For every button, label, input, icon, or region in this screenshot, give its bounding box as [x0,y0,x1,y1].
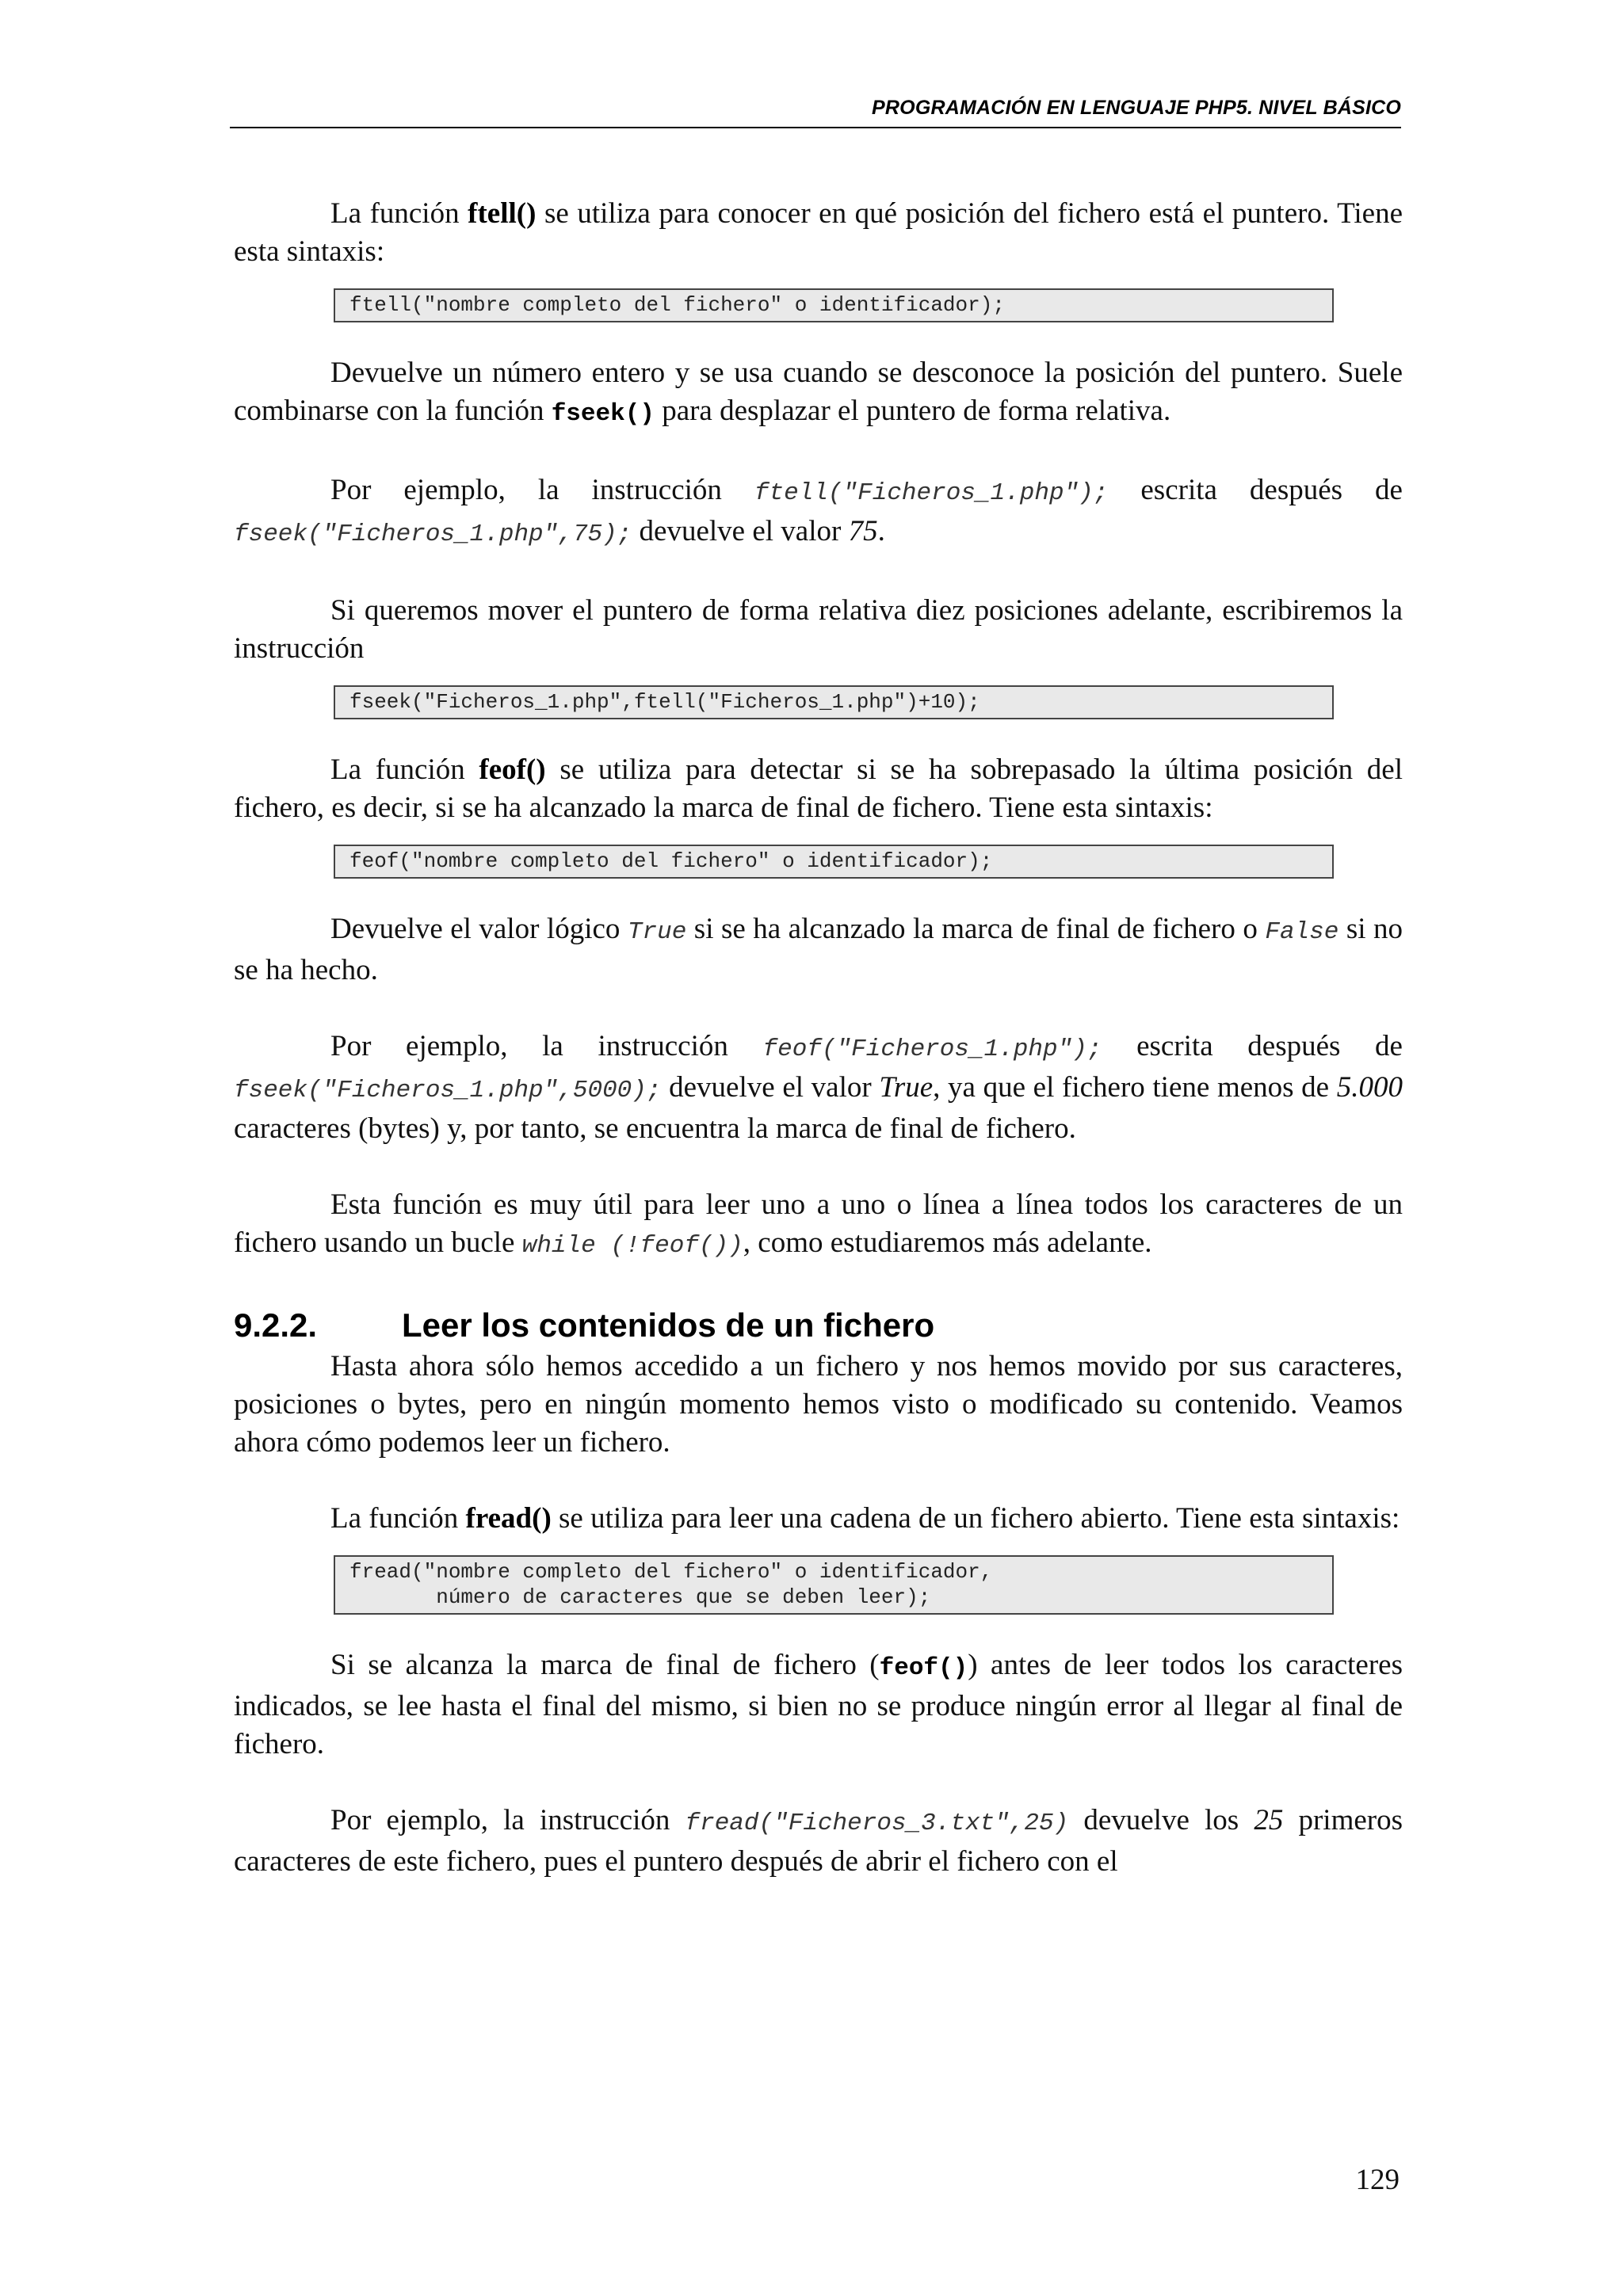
function-name-feof: feof() [479,753,546,786]
inline-code: True [627,918,687,946]
code-block-feof-syntax: feof("nombre completo del fichero" o identificador); [334,845,1334,879]
inline-code: fseek("Ficheros_1.php",5000); [234,1077,662,1104]
text-run: Esta función es muy útil para leer uno a uno o línea a línea todos los caracteres de un fichero usando un bucle [234,1188,1403,1259]
text-run: La función [330,1502,466,1535]
text-run: se utiliza para leer una cadena de un fichero abierto. Tiene esta sintaxis: [551,1502,1400,1535]
text-run: Devuelve un número entero y se usa cuando se desconoce la posición del puntero. Suele combinarse con la función [234,357,1403,427]
text-run: devuelve los [1068,1804,1254,1836]
paragraph-feof [234,751,1403,827]
inline-code: False [1265,918,1339,946]
text-run: . [877,515,885,547]
function-name-feof: feof() [879,1654,968,1682]
function-name-fseek: fseek() [551,400,655,428]
text-run: Si se alcanza la marca de final de fichero ( [330,1649,880,1681]
italic-value: True [879,1071,934,1104]
text-run: para desplazar el puntero de forma relativa. [654,395,1171,427]
text-run: La función [330,197,468,230]
body-text [234,195,1403,1881]
function-name-ftell: ftell() [468,197,537,230]
paragraph-fread [234,1500,1403,1538]
paragraph-fread-example [234,1802,1403,1881]
text-run: si se ha alcanzado la marca de final de fichero o [686,913,1266,945]
code-block-fseek-relative: fseek("Ficheros_1.php",ftell("Ficheros_1.php")+10); [334,685,1334,719]
text-run: devuelve el valor [661,1071,880,1104]
inline-code: fread("Ficheros_3.txt",25) [685,1810,1069,1837]
section-title: Leer los contenidos de un fichero [402,1306,935,1344]
paragraph-feof-usage [234,1186,1403,1265]
text-run: Por ejemplo, la instrucción [330,474,754,506]
text-run: ) antes de leer todos los caracteres indicados, se lee hasta el final del mismo, si bien no se produce ningún error al llegar al final de fichero. [234,1649,1403,1760]
code-line: número de caracteres que se deben leer); [349,1585,931,1609]
code-line: fread("nombre completo del fichero" o identificador, [349,1560,993,1584]
text-run: escrita después de [1102,1030,1403,1062]
text-run: caracteres (bytes) y, por tanto, se encuentra la marca de final de fichero. [234,1112,1076,1145]
paragraph-ftell-example [234,471,1403,554]
inline-code: while (!feof()) [521,1232,743,1260]
text-run: , como estudiaremos más adelante. [743,1226,1152,1259]
text-run: Devuelve el valor lógico [330,913,628,945]
text-run: se utiliza para conocer en qué posición del fichero está el puntero. Tiene esta sintaxis: [234,197,1403,268]
function-name-fread: fread() [465,1502,552,1535]
paragraph-ftell-return [234,354,1403,433]
code-block-fread-syntax [334,1555,1334,1615]
inline-code: feof("Ficheros_1.php"); [762,1035,1102,1063]
italic-number: 25 [1254,1804,1284,1836]
italic-number: 75 [848,515,878,547]
paragraph-read-intro: Hasta ahora sólo hemos accedido a un fichero y nos hemos movido por sus caracteres, posiciones o bytes, pero en ningún momento hemos visto o modificado su contenido. Veamos ahora cómo podemos leer un fichero. [234,1350,1403,1459]
text-run: primeros caracteres de este fichero, pues el puntero después de abrir el fichero con el [234,1804,1403,1878]
inline-code: ftell("Ficheros_1.php"); [754,479,1109,507]
code-block-ftell-syntax: ftell("nombre completo del fichero" o identificador); [334,288,1334,322]
running-header: PROGRAMACIÓN EN LENGUAJE PHP5. NIVEL BÁSICO [872,97,1401,119]
text-run: Por ejemplo, la instrucción [330,1804,685,1836]
text-run: escrita después de [1108,474,1403,506]
italic-number: 5.000 [1336,1071,1403,1104]
text-run: si no se ha hecho. [234,913,1403,986]
text-run: Por ejemplo, la instrucción [330,1030,763,1062]
paragraph-relative-move: Si queremos mover el puntero de forma relativa diez posiciones adelante, escribiremos la instrucción [234,594,1403,665]
paragraph-fread-eof [234,1646,1403,1764]
header-rule [230,127,1401,128]
paragraph-feof-example [234,1028,1403,1148]
paragraph-ftell [234,195,1403,271]
text-run: La función [330,753,479,786]
page-number: 129 [1355,2164,1400,2196]
inline-code: fseek("Ficheros_1.php",75); [234,521,632,548]
section-number: 9.2.2. [234,1306,318,1344]
text-run: devuelve el valor [632,515,849,547]
paragraph-feof-return [234,910,1403,990]
section-heading [234,1303,1403,1348]
text-run: , ya que el fichero tiene menos de [933,1071,1337,1104]
text-run: se utiliza para detectar si se ha sobrepasado la última posición del fichero, es decir, si se ha alcanzado la marca de final de fichero. Tiene esta sintaxis: [234,753,1403,824]
